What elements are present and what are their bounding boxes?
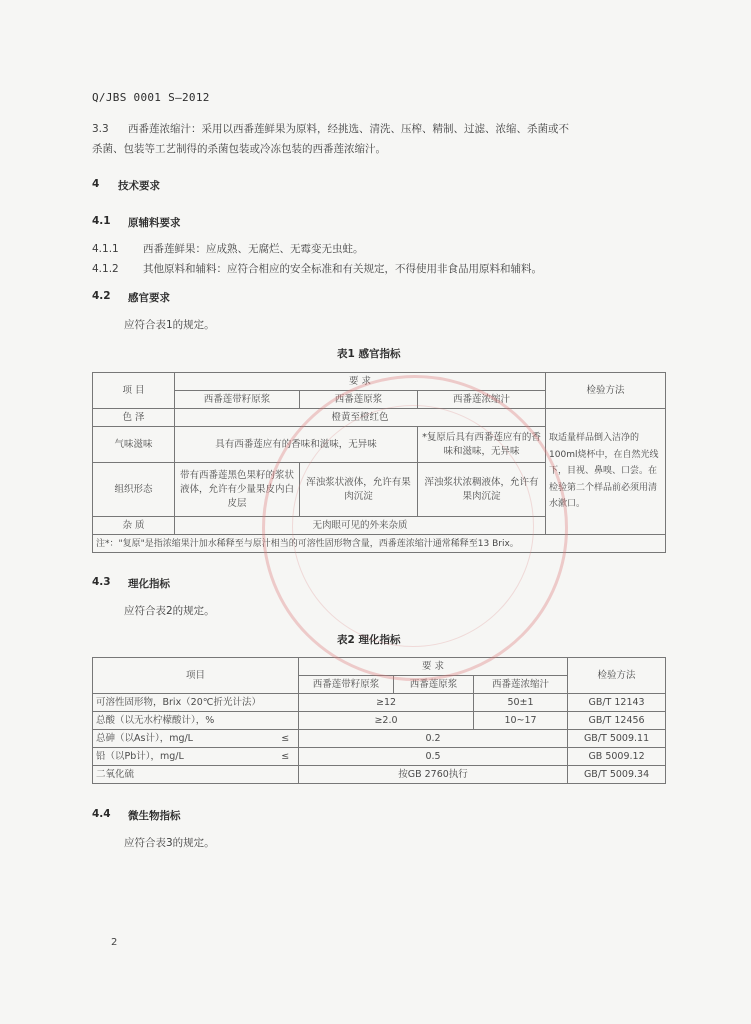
table2-row-operator xyxy=(273,766,299,784)
table2-row-value-concentrate: 50±1 xyxy=(474,694,568,712)
table2-row-method: GB/T 5009.11 xyxy=(568,730,666,748)
table2-row-operator: ≤ xyxy=(273,748,299,766)
table2-row-item: 总砷（以As计），mg/L xyxy=(93,730,273,748)
table2-sub-seed-pulp: 西番莲带籽原浆 xyxy=(299,676,394,694)
section-3-3-line1: 西番莲浓缩汁：采用以西番莲鲜果为原料，经挑选、清洗、压榨、精制、过滤、浓缩、杀菌或不 xyxy=(128,123,569,135)
section-4-4-title: 微生物指标 xyxy=(128,810,181,822)
table2-row-method: GB 5009.12 xyxy=(568,748,666,766)
table1-row-texture-seed-pulp: 带有西番莲黑色果籽的浆状液体，允许有少量果皮内白皮层 xyxy=(175,463,300,517)
section-4-2-title: 感官要求 xyxy=(128,292,170,304)
section-3-3-line2: 杀菌、包装等工艺制得的杀菌包装或冷冻包装的西番莲浓缩汁。 xyxy=(92,143,386,155)
table2-row-item: 总酸（以无水柠檬酸计），% xyxy=(93,712,273,730)
section-4-number: 4 xyxy=(92,178,100,190)
table1-header-item: 项 目 xyxy=(93,373,175,409)
table2-sub-pulp: 西番莲原浆 xyxy=(394,676,474,694)
table2-row-value-all: 0.2 xyxy=(299,730,568,748)
table2-row-item: 二氧化硫 xyxy=(93,766,273,784)
table2-header-requirement: 要 求 xyxy=(299,658,568,676)
section-4-1-title: 原辅料要求 xyxy=(128,217,181,229)
page-number: 2 xyxy=(111,937,118,948)
section-4-1-1-number: 4.1.1 xyxy=(92,243,119,255)
sensory-table xyxy=(92,372,666,553)
table2-row-method: GB/T 12456 xyxy=(568,712,666,730)
table2-row-item: 可溶性固形物，Brix（20℃折光计法） xyxy=(93,694,273,712)
table1-header-requirement: 要 求 xyxy=(175,373,546,391)
section-4-1-number: 4.1 xyxy=(92,215,111,227)
table2-sub-concentrate: 西番莲浓缩汁 xyxy=(474,676,568,694)
table1-row-texture-label: 组织形态 xyxy=(93,463,175,517)
section-4-4-number: 4.4 xyxy=(92,808,111,820)
section-4-4-text: 应符合表3的规定。 xyxy=(124,837,215,849)
section-4-2-number: 4.2 xyxy=(92,290,111,302)
table2-header-method: 检验方法 xyxy=(568,658,666,694)
table2-row-value-concentrate: 10~17 xyxy=(474,712,568,730)
table1-row-smell-concentrate: *复原后具有西番莲应有的香味和滋味，无异味 xyxy=(418,427,546,463)
table2-row-value-all: 按GB 2760执行 xyxy=(299,766,568,784)
table1-row-texture-concentrate: 浑浊浆状浓稠液体，允许有果肉沉淀 xyxy=(418,463,546,517)
table1-sub-seed-pulp: 西番莲带籽原浆 xyxy=(175,391,300,409)
section-4-3-number: 4.3 xyxy=(92,576,111,588)
table2-row-item: 铅（以Pb计），mg/L xyxy=(93,748,273,766)
table1-row-impurity-label: 杂 质 xyxy=(93,517,175,535)
section-3-3-number: 3.3 xyxy=(92,123,109,135)
table1-method-text: 取适量样品倒入洁净的100ml烧杯中，在自然光线下，目视、鼻嗅、口尝。在检验第二个样品前必须用清水漱口。 xyxy=(546,409,666,535)
table1-header-method: 检验方法 xyxy=(546,373,666,409)
table1-sub-pulp: 西番莲原浆 xyxy=(300,391,418,409)
table1-row-color-label: 色 泽 xyxy=(93,409,175,427)
section-4-title: 技术要求 xyxy=(118,180,160,192)
physicochemical-table xyxy=(92,657,666,784)
section-4-1-1-text: 西番莲鲜果：应成熟、无腐烂、无霉变无虫蛀。 xyxy=(143,243,364,255)
table1-row-impurity-value: 无肉眼可见的外来杂质 xyxy=(175,517,546,535)
section-4-3-text: 应符合表2的规定。 xyxy=(124,605,215,617)
table2-caption: 表2 理化指标 xyxy=(337,634,401,646)
table2-row-operator xyxy=(273,694,299,712)
table1-row-texture-pulp: 浑浊浆状液体，允许有果肉沉淀 xyxy=(300,463,418,517)
section-4-1-2-text: 其他原料和辅料：应符合相应的安全标准和有关规定，不得使用非食品用原料和辅料。 xyxy=(143,263,542,275)
table2-row-value-pulps: ≥12 xyxy=(299,694,474,712)
section-4-1-2-number: 4.1.2 xyxy=(92,263,119,275)
table1-row-smell-value: 具有西番莲应有的香味和滋味，无异味 xyxy=(175,427,418,463)
table2-row-operator: ≤ xyxy=(273,730,299,748)
table2-row-method: GB/T 5009.34 xyxy=(568,766,666,784)
table2-row-operator xyxy=(273,712,299,730)
table2-row-method: GB/T 12143 xyxy=(568,694,666,712)
standard-code-header: Q/JBS 0001 S—2012 xyxy=(92,91,210,104)
table1-sub-concentrate: 西番莲浓缩汁 xyxy=(418,391,546,409)
table1-row-color-value: 橙黄至橙红色 xyxy=(175,409,546,427)
table2-row-value-all: 0.5 xyxy=(299,748,568,766)
table2-row-value-pulps: ≥2.0 xyxy=(299,712,474,730)
table1-caption: 表1 感官指标 xyxy=(337,348,401,360)
section-4-3-title: 理化指标 xyxy=(128,578,170,590)
table1-row-smell-label: 气味滋味 xyxy=(93,427,175,463)
table1-note: 注*："复原"是指浓缩果汁加水稀释至与原汁相当的可溶性固形物含量，西番莲浓缩汁通常稀释至13 Brix。 xyxy=(93,535,666,553)
table2-header-item: 项目 xyxy=(93,658,299,694)
section-4-2-text: 应符合表1的规定。 xyxy=(124,319,215,331)
